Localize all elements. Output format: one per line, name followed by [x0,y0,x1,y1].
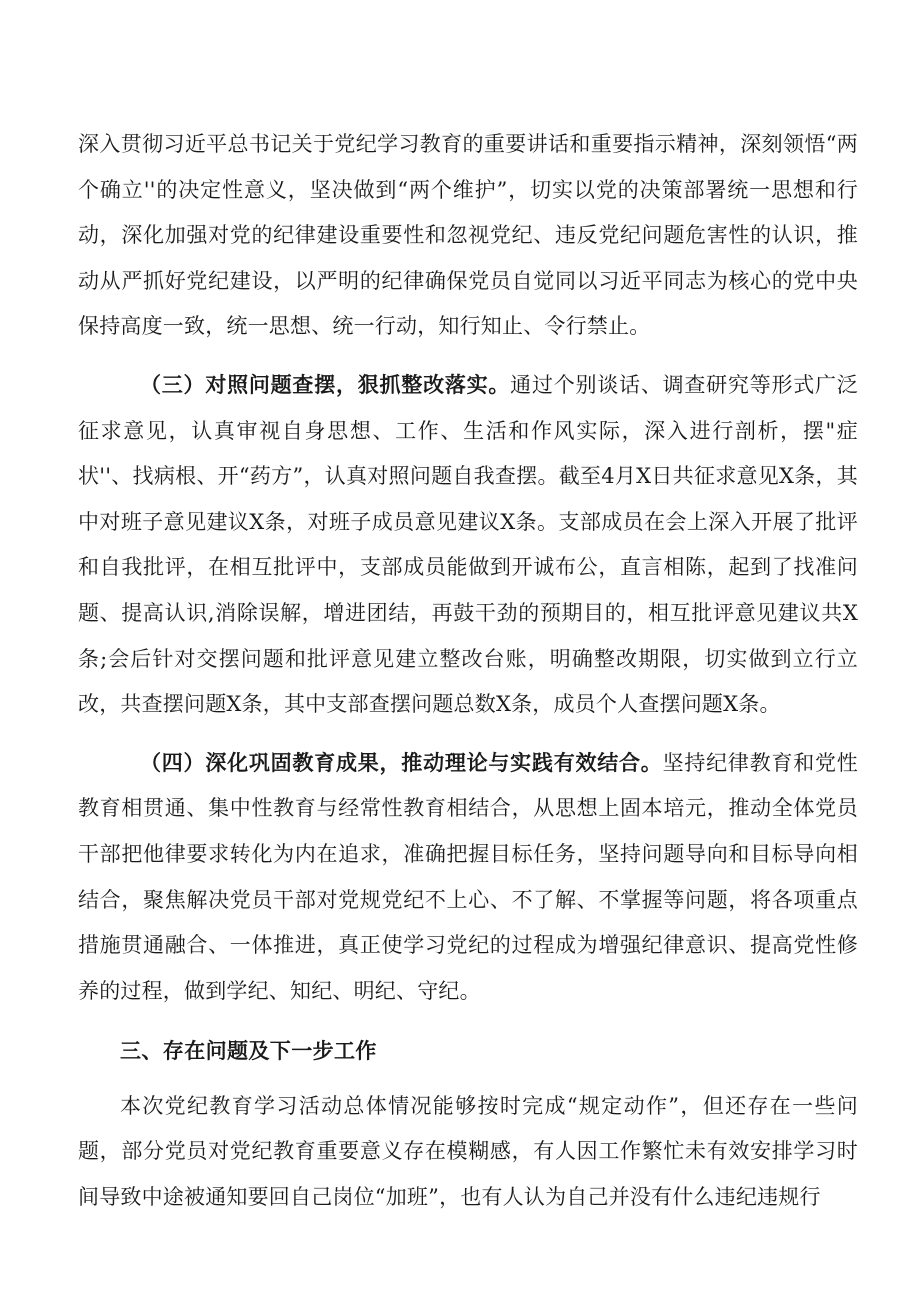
paragraph-lead-3: （三）对照问题查摆，狠抓整改落实。 [140,371,511,397]
section-heading-problems: 三、存在问题及下一步工作 [120,1038,377,1064]
paragraph-existing-problems: 本次党纪教育学习活动总体情况能够按时完成“规定动作”，但还存在一些问题，部分党员对党纪教育重要意义存在模糊感，有人因工作繁忙未有效安排学习时间导致中途被通知要回自己岗位“加班”，也有人认为自己并没有什么违纪违规行 [78,1093,858,1210]
paragraph-study-spirit: 深入贯彻习近平总书记关于党纪学习教育的重要讲话和重要指示精神，深刻领悟“两个确立''的决定性意义，坚决做到“两个维护”，切实以党的决策部署统一思想和行动，深化加强对党的纪律建设重要性和忽视党纪、违反党纪问题危害性的认识，推动从严抓好党纪建设，以严明的纪律确保党员自觉同以习近平同志为核心的党中央保持高度一致，统一思想、统一行动，知行知止、令行禁止。 [78,132,858,339]
paragraph-body-4: 坚持纪律教育和党性教育相贯通、集中性教育与经常性教育相结合，从思想上固本培元，推动全体党员干部把他律要求转化为内在追求，准确把握目标任务，坚持问题导向和目标导向相结合，聚焦解决党员干部对党规党纪不上心、不了解、不掌握等问题，将各项重点措施贯通融合、一体推进，真正使学习党纪的过程成为增强纪律意识、提高党性修养的过程，做到学纪、知纪、明纪、守纪。 [78,750,858,1003]
paragraph-lead-4: （四）深化巩固教育成果，推动理论与实践有效结合。 [140,749,663,775]
paragraph-body-3: 通过个别谈话、调查研究等形式广泛征求意见，认真审视自身思想、工作、生活和作风实际，深入进行剖析，摆"症状''、找病根、开“药方”，认真对照问题自我查摆。截至4月X日共征求意见X条，其中对班子意见建议X条，对班子成员意见建议X条。支部成员在会上深入开展了批评和自我批评，在相互批评中，支部成员能做到开诚布公，直言相陈，起到了找准问题、提高认识,消除误解，增进团结，再鼓干劲的预期目的，相互批评意见建议共X条;会后针对交摆问题和批评意见建立整改台账，明确整改期限，切实做到立行立改，共查摆问题X条，其中支部查摆问题总数X条，成员个人查摆问题X条。 [78,372,858,717]
paragraph-consolidate-results [78,740,858,1015]
paragraph-problem-rectification [78,362,858,728]
